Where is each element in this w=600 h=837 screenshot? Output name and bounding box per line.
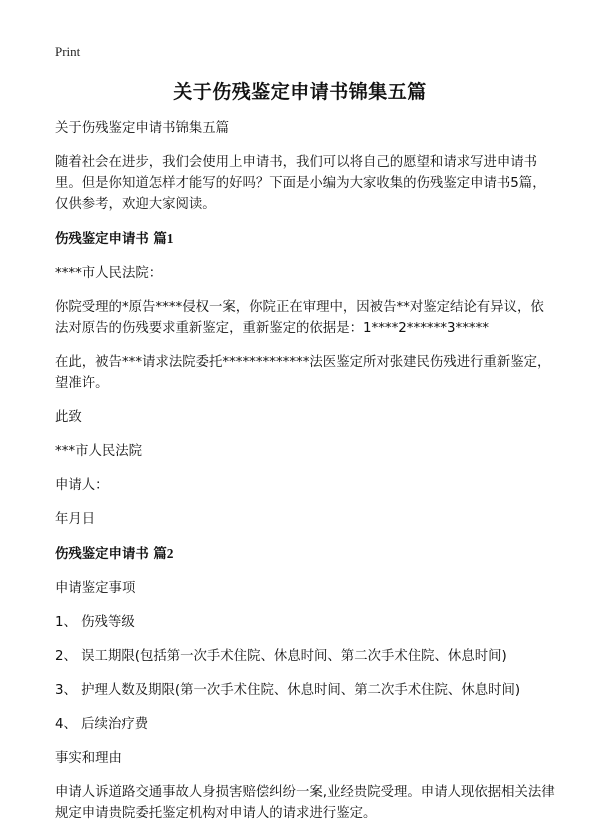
section2-heading [55,543,555,565]
section1-addressee: ****市人民法院： [55,266,163,281]
document-subtitle: 关于伤残鉴定申请书锦集五篇 [55,121,230,136]
page-title: 关于伤残鉴定申请书锦集五篇 [173,81,427,103]
section2-heading-text: 伤残鉴定申请书 篇 [55,547,167,562]
section2-reasons-body: 申请人诉道路交通事故人身损害赔偿纠纷一案,业经贵院受理。申请人现依据相关法律规定申请贵院委托鉴定机构对申请人的请求进行鉴定。 [55,785,555,821]
section1-heading [55,228,555,250]
section1-court: ***市人民法院 [55,444,143,459]
section2-item-3: 3、 护理人数及期限(第一次手术住院、休息时间、第二次手术住院、休息时间) [55,683,521,698]
document-body [55,118,555,837]
section1-paragraph-2: 在此，被告***请求法院委托*************法医鉴定所对张建民伤残进行重新鉴定，望准许。 [55,355,551,391]
section1-applicant: 申请人： [55,478,109,493]
section2-items-title: 申请鉴定事项 [55,581,136,596]
intro-paragraph: 随着社会在进步，我们会使用上申请书，我们可以将自己的愿望和请求写进申请书里。但是你知道怎样才能写的好吗？下面是小编为大家收集的伤残鉴定申请书5篇，仅供参考，欢迎大家阅读。 [55,155,546,212]
section2-item-4: 4、 后续治疗费 [55,717,149,732]
section1-heading-text: 伤残鉴定申请书 篇 [55,232,167,247]
section1-closing: 此致 [55,410,82,425]
section1-date: 年月日 [55,512,96,527]
section2-item-2: 2、 误工期限(包括第一次手术住院、休息时间、第二次手术住院、休息时间) [55,649,507,664]
print-link[interactable]: Print [55,44,81,59]
section2-heading-number: 2 [166,546,174,561]
section2-reasons-title: 事实和理由 [55,751,122,766]
section1-heading-number: 1 [166,231,174,246]
section2-item-1: 1、 伤残等级 [55,615,135,630]
section1-paragraph-1: 你院受理的*原告****侵权一案，你院正在审理中，因被告**对鉴定结论有异议，依法对原告的伤残要求重新鉴定，重新鉴定的依据是：1****2******3***** [55,300,544,336]
